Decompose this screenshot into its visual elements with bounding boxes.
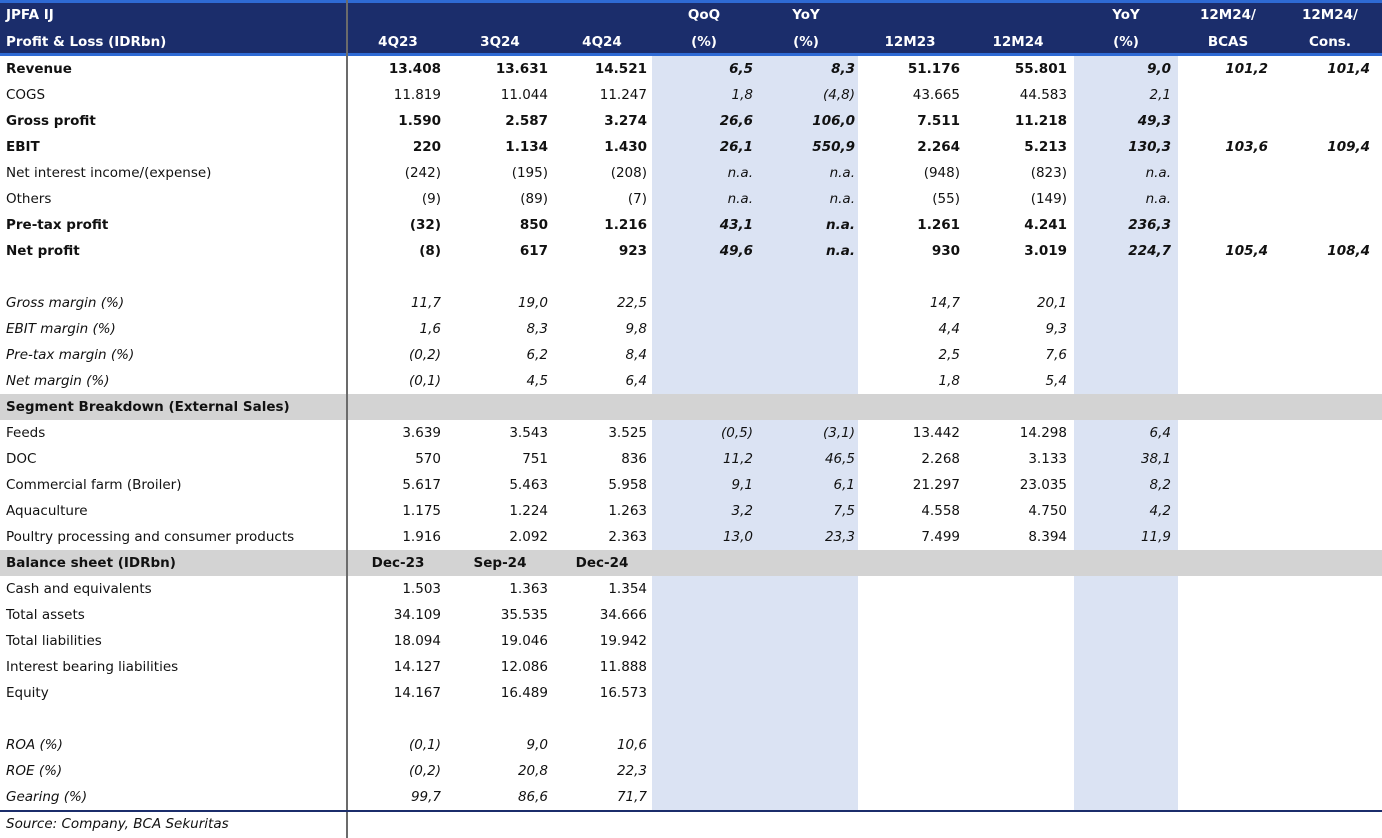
pnl-row-label: Gross profit [6, 113, 96, 129]
balance-col-sep24: Sep-24 [473, 555, 527, 571]
balance-section-title: Balance sheet (IDRbn) [6, 555, 176, 571]
balance-row-label: Total assets [6, 607, 85, 623]
pnl-cell-yoy-fy: 49,3 [1137, 113, 1171, 129]
pnl-cell-qoq: n.a. [727, 191, 753, 207]
pnl-cell-qoq: 1,8 [731, 87, 753, 103]
segment-cell-fy24: 23.035 [1019, 477, 1067, 493]
segment-cell-yoy-fy: 11,9 [1140, 529, 1171, 545]
header-yoy-fullyear: YoY [1112, 7, 1140, 23]
pnl-cell-q4-23: 13.408 [388, 61, 441, 77]
pnl-cell-fy24: 11.218 [1014, 113, 1067, 129]
segment-cell-fy24: 8.394 [1028, 529, 1067, 545]
margin-cell-fy24: 5,4 [1045, 373, 1067, 389]
margin-cell-q4-24: 22,5 [616, 295, 647, 311]
pnl-cell-fy23: (948) [923, 165, 960, 181]
pnl-cell-fy23: 930 [931, 243, 960, 259]
pnl-cell-fy23: 2.264 [917, 139, 960, 155]
balance-section-bar [0, 550, 1382, 576]
pnl-cell-qoq: 43,1 [719, 217, 753, 233]
pnl-cell-q4-23: 220 [412, 139, 441, 155]
segment-cell-qoq: 11,2 [722, 451, 753, 467]
pnl-cell-cons: 109,4 [1327, 139, 1370, 155]
margin-cell-fy24: 7,6 [1045, 347, 1067, 363]
header-col-qoq: (%) [691, 34, 717, 50]
pnl-cell-yoy: 106,0 [812, 113, 855, 129]
segment-cell-q4-24: 836 [621, 451, 647, 467]
pnl-cell-fy23: (55) [932, 191, 960, 207]
pnl-cell-yoy: (4,8) [822, 87, 855, 103]
balance-row-label: Interest bearing liabilities [6, 659, 179, 675]
pnl-cell-yoy: n.a. [826, 243, 855, 259]
header-col-yoy-q: (%) [793, 34, 819, 50]
segment-cell-q4-23: 5.617 [402, 477, 441, 493]
balance-col-dec24: Dec-24 [575, 555, 629, 571]
pnl-cell-q3-24: 11.044 [500, 87, 548, 103]
header-cons: 12M24/ [1302, 7, 1358, 23]
pnl-row-label: Others [6, 191, 52, 207]
pnl-cell-fy24: (823) [1030, 165, 1067, 181]
segment-cell-q3-24: 3.543 [509, 425, 548, 441]
segment-cell-fy23: 4.558 [921, 503, 960, 519]
margin-cell-fy23: 14,7 [929, 295, 960, 311]
pnl-cell-q4-24: 14.521 [594, 61, 647, 77]
ratio-cell-c1: (0,1) [408, 737, 441, 753]
header-ticker: JPFA IJ [6, 7, 54, 23]
pnl-cell-fy24: 44.583 [1019, 87, 1067, 103]
pnl-row-label: EBIT [6, 139, 40, 155]
segment-cell-qoq: 13,0 [722, 529, 753, 545]
segment-cell-q3-24: 5.463 [509, 477, 548, 493]
segment-cell-yoy-fy: 6,4 [1149, 425, 1171, 441]
balance-cell-c2: 19.046 [500, 633, 548, 649]
segment-cell-fy23: 21.297 [912, 477, 960, 493]
pnl-cell-q4-23: (9) [421, 191, 441, 207]
pnl-cell-fy24: 4.241 [1024, 217, 1067, 233]
header-col-yoy-y: (%) [1113, 34, 1139, 50]
margin-cell-q4-23: 1,6 [419, 321, 441, 337]
segment-cell-fy23: 7.499 [921, 529, 960, 545]
pnl-cell-qoq: n.a. [727, 165, 753, 181]
ratio-cell-c2: 9,0 [526, 737, 548, 753]
pnl-row-label: Revenue [6, 61, 72, 77]
pnl-cell-q3-24: (89) [520, 191, 548, 207]
balance-row-label: Total liabilities [6, 633, 102, 649]
label-column-divider [346, 0, 348, 838]
margin-cell-fy24: 9,3 [1045, 321, 1067, 337]
segment-cell-yoy-fy: 8,2 [1149, 477, 1171, 493]
pnl-cell-fy23: 7.511 [917, 113, 960, 129]
segment-cell-yoy: (3,1) [822, 425, 855, 441]
pnl-cell-yoy-fy: n.a. [1145, 191, 1171, 207]
pnl-cell-fy23: 1.261 [917, 217, 960, 233]
segment-row-label: Commercial farm (Broiler) [6, 477, 182, 493]
pnl-row-label: Pre-tax profit [6, 217, 109, 233]
balance-cell-c3: 1.354 [608, 581, 647, 597]
balance-cell-c3: 16.573 [599, 685, 647, 701]
segment-cell-q3-24: 2.092 [509, 529, 548, 545]
margin-cell-fy23: 1,8 [938, 373, 960, 389]
pnl-cell-fy24: 55.801 [1014, 61, 1067, 77]
segment-cell-q4-23: 1.175 [402, 503, 441, 519]
ratio-cell-c1: (0,2) [408, 763, 441, 779]
pnl-cell-yoy: 550,9 [812, 139, 855, 155]
segment-cell-yoy-fy: 38,1 [1140, 451, 1171, 467]
balance-cell-c2: 35.535 [500, 607, 548, 623]
pnl-cell-yoy: n.a. [826, 217, 855, 233]
pnl-cell-q3-24: 2.587 [505, 113, 548, 129]
pnl-cell-yoy-fy: 9,0 [1147, 61, 1171, 77]
pnl-cell-qoq: 49,6 [719, 243, 753, 259]
margin-cell-q4-24: 9,8 [625, 321, 647, 337]
segment-cell-q4-23: 570 [415, 451, 441, 467]
pnl-cell-fy23: 43.665 [912, 87, 960, 103]
pnl-cell-yoy: 8,3 [831, 61, 855, 77]
pnl-cell-q4-23: 1.590 [398, 113, 441, 129]
segment-cell-qoq: 9,1 [731, 477, 753, 493]
pnl-cell-q3-24: 617 [519, 243, 548, 259]
pnl-cell-qoq: 26,1 [719, 139, 753, 155]
segment-cell-qoq: 3,2 [731, 503, 753, 519]
segment-cell-yoy: 46,5 [824, 451, 855, 467]
pnl-cell-q4-24: 1.430 [604, 139, 647, 155]
segment-row-label: Feeds [6, 425, 46, 441]
segment-cell-q3-24: 1.224 [509, 503, 548, 519]
margin-cell-q4-24: 8,4 [625, 347, 647, 363]
segment-row-label: Poultry processing and consumer products [6, 529, 295, 545]
balance-cell-c1: 14.167 [393, 685, 441, 701]
pnl-row-label: Net interest income/(expense) [6, 165, 212, 181]
pnl-cell-bcas: 101,2 [1225, 61, 1268, 77]
pnl-cell-q3-24: 850 [519, 217, 548, 233]
margin-row-label: Pre-tax margin (%) [6, 347, 135, 363]
segment-cell-fy24: 3.133 [1028, 451, 1067, 467]
pnl-cell-q4-23: (32) [409, 217, 441, 233]
balance-cell-c3: 11.888 [599, 659, 647, 675]
source-note: Source: Company, BCA Sekuritas [6, 816, 229, 832]
balance-cell-c3: 19.942 [599, 633, 647, 649]
pnl-cell-q4-23: 11.819 [393, 87, 441, 103]
segment-cell-yoy: 7,5 [833, 503, 855, 519]
ratio-row-label: ROE (%) [6, 763, 63, 779]
margin-cell-fy23: 4,4 [938, 321, 960, 337]
pnl-cell-yoy-fy: 224,7 [1128, 243, 1171, 259]
ratio-cell-c2: 86,6 [517, 789, 548, 805]
balance-cell-c2: 12.086 [500, 659, 548, 675]
balance-row-label: Cash and equivalents [6, 581, 152, 597]
segment-cell-fy23: 13.442 [912, 425, 960, 441]
segment-cell-q4-23: 3.639 [402, 425, 441, 441]
margin-cell-q3-24: 8,3 [526, 321, 548, 337]
segment-row-label: DOC [6, 451, 37, 467]
segment-row-label: Aquaculture [6, 503, 88, 519]
segment-cell-q3-24: 751 [522, 451, 548, 467]
pnl-cell-bcas: 103,6 [1225, 139, 1268, 155]
ratio-cell-c1: 99,7 [410, 789, 441, 805]
balance-cell-c1: 14.127 [393, 659, 441, 675]
balance-cell-c1: 18.094 [393, 633, 441, 649]
ratio-cell-c2: 20,8 [517, 763, 548, 779]
header-col-cons: Cons. [1309, 34, 1351, 50]
pnl-cell-q4-24: (208) [610, 165, 647, 181]
margin-row-label: Net margin (%) [6, 373, 110, 389]
pnl-cell-q4-23: (8) [419, 243, 441, 259]
margin-cell-q4-24: 6,4 [625, 373, 647, 389]
segment-cell-yoy-fy: 4,2 [1149, 503, 1171, 519]
pnl-cell-fy23: 51.176 [907, 61, 960, 77]
pnl-cell-q3-24: (195) [511, 165, 548, 181]
pnl-cell-yoy-fy: 236,3 [1128, 217, 1171, 233]
ratio-cell-c3: 10,6 [616, 737, 647, 753]
margin-cell-q3-24: 6,2 [526, 347, 548, 363]
pnl-cell-qoq: 26,6 [719, 113, 753, 129]
header-col-c12m23: 12M23 [884, 34, 936, 50]
header-bcas: 12M24/ [1200, 7, 1256, 23]
segment-cell-qoq: (0,5) [720, 425, 753, 441]
pnl-cell-bcas: 105,4 [1225, 243, 1268, 259]
segment-cell-fy23: 2.268 [921, 451, 960, 467]
segment-cell-q4-24: 2.363 [608, 529, 647, 545]
ratio-cell-c3: 22,3 [616, 763, 647, 779]
pnl-cell-fy24: 3.019 [1024, 243, 1067, 259]
header-qoq: QoQ [687, 7, 721, 23]
ratio-cell-c3: 71,7 [616, 789, 647, 805]
segment-cell-q4-24: 1.263 [608, 503, 647, 519]
balance-cell-c2: 1.363 [509, 581, 548, 597]
segment-cell-yoy: 23,3 [824, 529, 855, 545]
pnl-cell-q4-24: 923 [618, 243, 647, 259]
margin-row-label: EBIT margin (%) [6, 321, 116, 337]
pnl-cell-fy24: (149) [1030, 191, 1067, 207]
pnl-cell-yoy-fy: 130,3 [1128, 139, 1171, 155]
segment-section-title: Segment Breakdown (External Sales) [6, 399, 290, 415]
pnl-cell-qoq: 6,5 [729, 61, 753, 77]
header-yoy-quarter: YoY [792, 7, 820, 23]
ratio-row-label: Gearing (%) [6, 789, 88, 805]
balance-cell-c1: 34.109 [393, 607, 441, 623]
pnl-cell-fy24: 5.213 [1024, 139, 1067, 155]
header-col-bcas: BCAS [1207, 34, 1249, 50]
segment-cell-q4-23: 1.916 [402, 529, 441, 545]
segment-cell-fy24: 4.750 [1028, 503, 1067, 519]
pnl-row-label: COGS [6, 87, 46, 103]
header-col-c4q23: 4Q23 [378, 34, 418, 50]
segment-cell-q4-24: 5.958 [608, 477, 647, 493]
margin-cell-fy24: 20,1 [1036, 295, 1067, 311]
balance-cell-c3: 34.666 [599, 607, 647, 623]
pnl-cell-q4-24: 11.247 [599, 87, 647, 103]
pnl-cell-yoy: n.a. [829, 191, 855, 207]
pnl-cell-cons: 108,4 [1327, 243, 1370, 259]
margin-cell-fy23: 2,5 [938, 347, 960, 363]
header-col-c4q24: 4Q24 [582, 34, 622, 50]
pnl-cell-yoy-fy: 2,1 [1149, 87, 1171, 103]
segment-cell-q4-24: 3.525 [608, 425, 647, 441]
pnl-cell-q4-24: (7) [627, 191, 647, 207]
pnl-cell-q4-24: 3.274 [604, 113, 647, 129]
pnl-row-label: Net profit [6, 243, 80, 259]
header-col-c3q24: 3Q24 [480, 34, 520, 50]
balance-cell-c2: 16.489 [500, 685, 548, 701]
margin-cell-q4-23: 11,7 [410, 295, 441, 311]
margin-row-label: Gross margin (%) [6, 295, 125, 311]
pnl-cell-yoy-fy: n.a. [1145, 165, 1171, 181]
margin-cell-q3-24: 4,5 [526, 373, 548, 389]
header-col-c12m24: 12M24 [992, 34, 1044, 50]
ratio-row-label: ROA (%) [6, 737, 63, 753]
margin-cell-q4-23: (0,2) [408, 347, 441, 363]
segment-cell-yoy: 6,1 [833, 477, 855, 493]
balance-row-label: Equity [6, 685, 49, 701]
pnl-cell-cons: 101,4 [1327, 61, 1370, 77]
margin-cell-q3-24: 19,0 [517, 295, 548, 311]
pnl-cell-q4-23: (242) [404, 165, 441, 181]
pnl-cell-q4-24: 1.216 [604, 217, 647, 233]
pnl-cell-q3-24: 1.134 [505, 139, 548, 155]
header-title: Profit & Loss (IDRbn) [6, 34, 167, 50]
margin-cell-q4-23: (0,1) [408, 373, 441, 389]
pnl-cell-yoy: n.a. [829, 165, 855, 181]
segment-cell-fy24: 14.298 [1019, 425, 1067, 441]
pnl-cell-q3-24: 13.631 [495, 61, 548, 77]
balance-col-dec23: Dec-23 [371, 555, 425, 571]
balance-cell-c1: 1.503 [402, 581, 441, 597]
